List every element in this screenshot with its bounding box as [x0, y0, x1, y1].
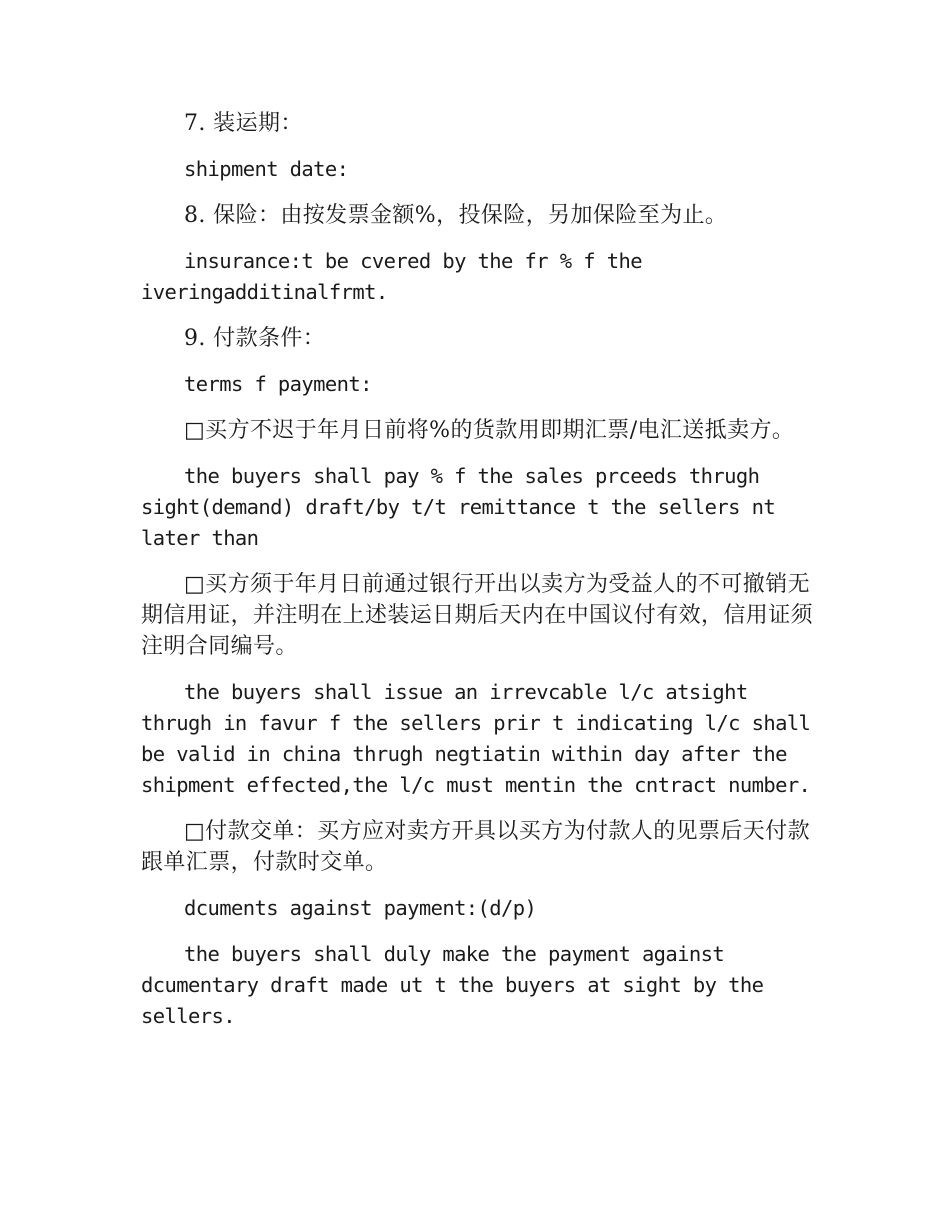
payment-option-tt-cn: □买方不迟于年月日前将%的货款用即期汇票/电汇送抵卖方。 — [184, 418, 795, 443]
documents-against-payment-label: dcuments against payment:(d/p) — [184, 896, 537, 920]
clause-7-heading: 7. 装运期： — [184, 111, 303, 136]
payment-option-lc-en: the buyers shall issue an irrevcable l/c atsight thrugh in favur f the sellers prir t indicating l/c shall be valid in china thrugh negtiatin within day after the shipment effected,the l/c must mentin the cntract number. — [141, 680, 811, 797]
document-body — [141, 108, 813, 1047]
payment-option-dp-cn: □付款交单：买方应对卖方开具以买方为付款人的见票后天付款跟单汇票，付款时交单。 — [141, 819, 810, 875]
clause-8-insurance-en: insurance:t be cvered by the fr % f the iveringadditinalfrmt. — [141, 249, 642, 304]
clause-8-insurance-cn: 8. 保险：由按发票金额%，投保险，另加保险至为止。 — [184, 203, 728, 228]
terms-of-payment-label: terms f payment: — [184, 372, 372, 396]
clause-9-heading: 9. 付款条件： — [184, 326, 326, 351]
payment-option-lc-cn: □买方须于年月日前通过银行开出以卖方为受益人的不可撤销无期信用证，并注明在上述装运日期后天内在中国议付有效，信用证须注明合同编号。 — [141, 572, 814, 659]
shipment-date-label: shipment date: — [184, 157, 349, 181]
payment-option-tt-en: the buyers shall pay % f the sales prceeds thrugh sight(demand) draft/by t/t remittance t the sellers nt later than — [141, 464, 776, 550]
payment-option-dp-en: the buyers shall duly make the payment against dcumentary draft made ut t the buyers at sight by the sellers. — [141, 942, 764, 1028]
